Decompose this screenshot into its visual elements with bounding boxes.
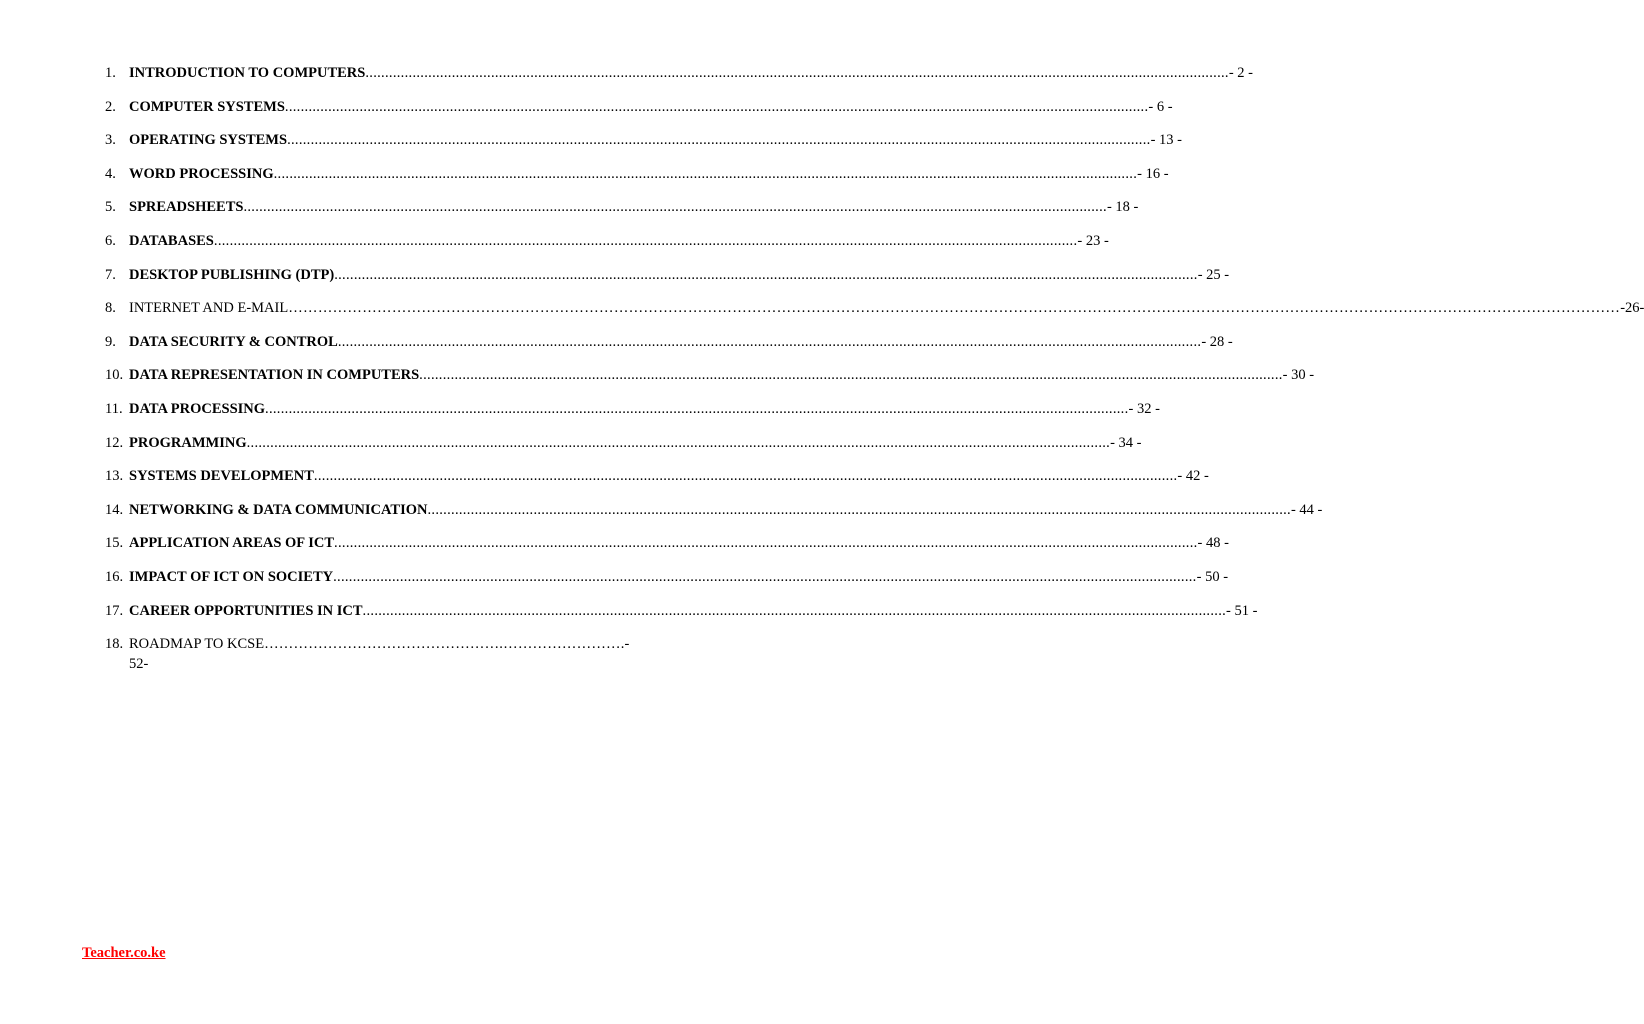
toc-leader: ………………………………………….…………………….-: [264, 636, 630, 653]
toc-leader: ............................................................................................................................................................................................................................: [419, 367, 1283, 384]
toc-title: INTERNET AND E-MAIL: [129, 300, 289, 317]
toc-number: 5.: [105, 199, 116, 216]
toc-title: NETWORKING & DATA COMMUNICATION: [129, 501, 428, 518]
toc-leader: ............................................................................................................................................................................................................................: [287, 132, 1151, 149]
toc-page-number: - 34 -: [1110, 434, 1142, 451]
toc-page-number: - 30 -: [1282, 367, 1315, 384]
toc-row[interactable]: [105, 399, 1160, 433]
toc-page-number: - 48 -: [1197, 535, 1229, 552]
toc-page-number: 52-: [129, 656, 149, 673]
toc-title: DESKTOP PUBLISHING (DTP): [129, 266, 335, 283]
toc-title: SPREADSHEETS: [129, 199, 244, 216]
toc-row[interactable]: [105, 433, 1142, 467]
toc-row[interactable]: [105, 265, 1230, 299]
toc-row-roadmap-to-kcse[interactable]: [105, 634, 687, 674]
toc-number: 12.: [105, 434, 124, 451]
toc-leader: ............................................................................................................................................................................................................................: [334, 266, 1198, 283]
toc-title: PROGRAMMING: [129, 434, 247, 451]
toc-number: 6.: [105, 232, 116, 249]
toc-title: APPLICATION AREAS OF ICT: [129, 535, 335, 552]
toc-leader: ............................................................................................................................................................................................................................: [313, 468, 1178, 485]
toc-leader: ............................................................................................................................................................................................................................: [427, 501, 1291, 518]
toc-row[interactable]: [105, 231, 1109, 265]
toc-row[interactable]: [105, 466, 1209, 500]
toc-row[interactable]: [105, 500, 1323, 534]
toc-leader: ………………………………………………………………………………………………………………………………………………………………………………………………………………………………………………: [288, 300, 1621, 317]
toc-title: DATABASES: [129, 232, 214, 249]
toc-row[interactable]: [105, 164, 1169, 198]
toc-title: ROADMAP TO KCSE: [129, 636, 265, 653]
toc-row[interactable]: [105, 332, 1233, 366]
toc-number: 17.: [105, 602, 124, 619]
toc-number: 13.: [105, 468, 124, 485]
toc-page-number: - 25 -: [1197, 266, 1230, 283]
toc-page-number: -26-: [1620, 300, 1644, 317]
toc-row[interactable]: [105, 567, 1229, 601]
toc-row[interactable]: [105, 601, 1258, 635]
toc-row[interactable]: [105, 533, 1229, 567]
toc-number: 10.: [105, 367, 124, 384]
toc-leader: ............................................................................................................................................................................................................................: [273, 165, 1138, 182]
toc-leader: ............................................................................................................................................................................................................................: [362, 602, 1227, 619]
toc-row[interactable]: [105, 63, 1254, 97]
toc-number: 7.: [105, 266, 116, 283]
toc-page-number: - 28 -: [1201, 333, 1233, 350]
toc-leader: ............................................................................................................................................................................................................................: [213, 232, 1078, 249]
toc-page-number: - 23 -: [1077, 232, 1109, 249]
toc-title: COMPUTER SYSTEMS: [129, 98, 285, 115]
table-of-contents: [105, 63, 1644, 674]
toc-title: INTRODUCTION TO COMPUTERS: [129, 65, 366, 81]
toc-number: 2.: [105, 98, 116, 115]
toc-leader: ............................................................................................................................................................................................................................: [365, 65, 1229, 81]
toc-page-number: - 13 -: [1150, 132, 1182, 149]
toc-number: 15.: [105, 535, 124, 552]
toc-leader: ............................................................................................................................................................................................................................: [334, 535, 1198, 552]
toc-number: 16.: [105, 568, 124, 585]
toc-leader: ............................................................................................................................................................................................................................: [284, 98, 1149, 115]
toc-title: DATA REPRESENTATION IN COMPUTERS: [129, 367, 420, 384]
toc-title: DATA PROCESSING: [129, 400, 266, 417]
toc-number: 1.: [105, 65, 116, 81]
toc-number: 11.: [105, 400, 123, 417]
toc-page-number: - 32 -: [1128, 400, 1160, 417]
toc-row[interactable]: [105, 298, 1644, 332]
toc-leader: ............................................................................................................................................................................................................................: [246, 434, 1111, 451]
toc-number: 14.: [105, 501, 124, 518]
toc-leader: ............................................................................................................................................................................................................................: [333, 568, 1197, 585]
toc-leader: ............................................................................................................................................................................................................................: [265, 400, 1129, 417]
toc-list: [105, 63, 1644, 634]
toc-page-number: - 42 -: [1177, 468, 1209, 485]
toc-title: SYSTEMS DEVELOPMENT: [129, 468, 314, 485]
toc-page-number: - 16 -: [1137, 165, 1169, 182]
toc-number: 8.: [105, 300, 116, 317]
toc-number: 4.: [105, 165, 116, 182]
toc-leader: ............................................................................................................................................................................................................................: [243, 199, 1107, 216]
toc-page-number: - 18 -: [1106, 199, 1139, 216]
toc-row[interactable]: [105, 197, 1139, 231]
toc-number: 18.: [105, 636, 124, 653]
toc-row[interactable]: [105, 130, 1182, 164]
toc-title: DATA SECURITY & CONTROL: [129, 333, 338, 350]
toc-page-number: - 51 -: [1226, 602, 1258, 619]
toc-page-number: - 50 -: [1196, 568, 1229, 585]
toc-page-number: - 6 -: [1148, 98, 1173, 115]
toc-leader: ............................................................................................................................................................................................................................: [337, 333, 1202, 350]
toc-number: 9.: [105, 333, 116, 350]
toc-title: CAREER OPPORTUNITIES IN ICT: [129, 602, 363, 619]
toc-title: IMPACT OF ICT ON SOCIETY: [129, 568, 334, 585]
toc-page-number: - 44 -: [1290, 501, 1323, 518]
toc-row[interactable]: [105, 365, 1315, 399]
footer-site-link[interactable]: Teacher.co.ke: [82, 945, 166, 961]
toc-title: OPERATING SYSTEMS: [129, 132, 288, 149]
toc-page-number: - 2 -: [1228, 65, 1254, 81]
toc-number: 3.: [105, 132, 116, 149]
toc-title: WORD PROCESSING: [129, 165, 274, 182]
toc-row[interactable]: [105, 97, 1173, 131]
